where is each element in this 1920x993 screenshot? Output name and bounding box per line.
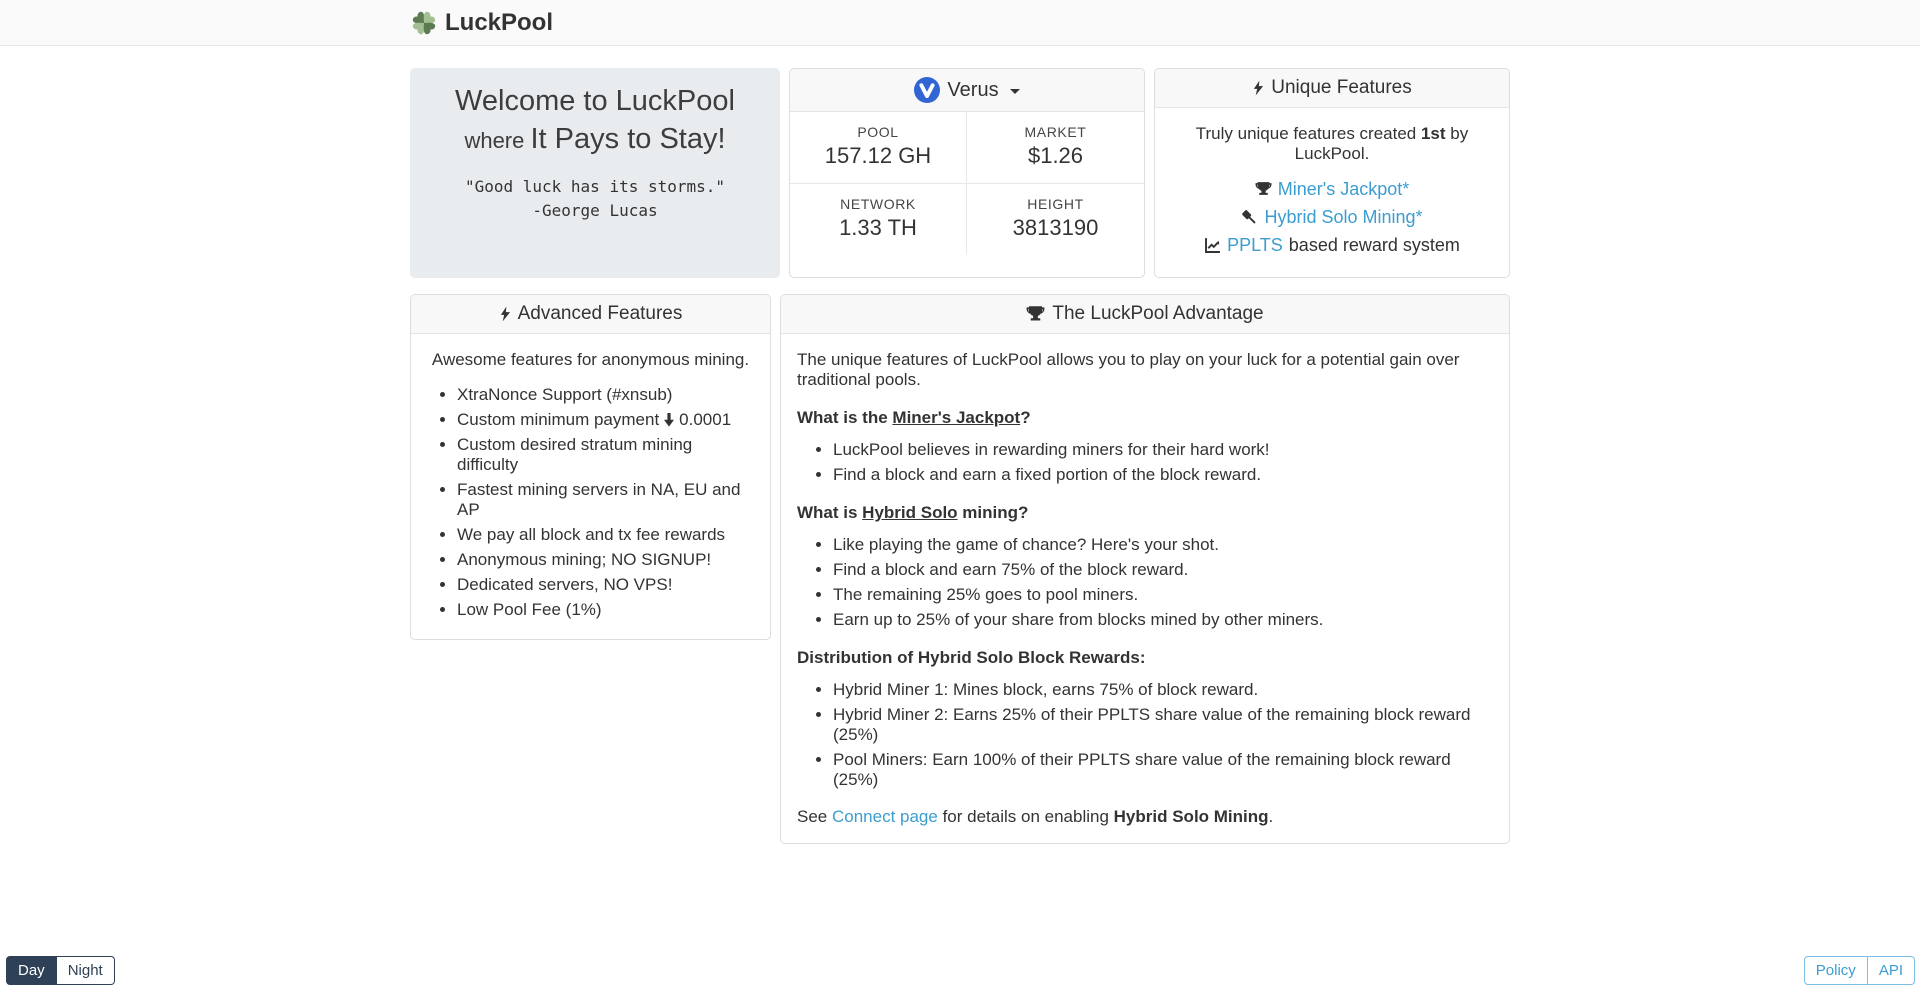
distribution-list [797,680,1493,790]
bolt-icon [499,306,511,322]
list-item: • Hybrid Miner 2: Earns 25% of their PPLTS share value of the remaining block reward (25%) [833,705,1493,745]
hybrid-solo-feature-line [1171,207,1493,228]
arrow-down-icon [663,413,675,427]
list-item: • Find a block and earn 75% of the block reward. [833,560,1493,580]
list-item: • Fastest mining servers in NA, EU and AP [457,480,754,520]
question-pre: What is [797,503,863,522]
question-post: ? [1020,408,1031,427]
question-post: mining? [957,503,1029,522]
welcome-card [410,68,780,278]
bolt-icon [1252,80,1264,96]
advanced-intro: Awesome features for anonymous mining. [431,350,750,369]
night-theme-button[interactable]: Night [57,956,115,986]
stats-grid [790,112,1144,255]
unique-intro-bold: 1st [1420,124,1446,143]
list-item: • Find a block and earn a fixed portion of the block reward. [833,465,1493,485]
list-item: • We pay all block and tx fee rewards [457,525,754,545]
connect-note-bold: Hybrid Solo Mining [1113,807,1269,826]
question-miners-jackpot [797,408,1493,428]
connect-note-mid: for details on enabling [937,807,1114,826]
advanced-feature-list [427,385,754,620]
stat-value: 1.33 TH [839,215,917,240]
advantage-header [781,295,1509,334]
list-item: • LuckPool believes in rewarding miners for their hard work! [833,440,1493,460]
gavel-icon [1241,209,1258,226]
question-underlined: Miner's Jackpot [892,408,1021,427]
brand-text: LuckPool [445,8,554,36]
trophy-icon [1026,305,1045,324]
pplts-suffix: based reward system [1288,235,1460,255]
pplts-feature-line [1171,235,1493,256]
connect-page-link[interactable]: Connect page [831,807,938,826]
advantage-intro: The unique features of LuckPool allows you to play on your luck for a potential gain over traditional pools. [797,350,1460,389]
welcome-title-line2 [418,121,772,159]
unique-intro-post: by LuckPool. [1294,124,1469,163]
connect-note-pre: See [797,807,832,826]
day-theme-button[interactable]: Day [6,956,57,986]
stat-pool [790,112,967,184]
chart-line-icon [1204,237,1221,254]
advanced-features-header [411,295,770,334]
coin-stats-card [789,68,1145,278]
jackpot-feature-line [1171,179,1493,200]
question-pre: What is the [797,408,893,427]
coin-selector-dropdown[interactable] [790,69,1144,112]
pplts-link[interactable]: PPLTS [1227,235,1283,255]
trophy-icon [1255,181,1272,198]
stat-network [790,184,967,255]
jackpot-list [797,440,1493,485]
question-distribution: Distribution of Hybrid Solo Block Rewards: [797,648,1146,667]
advanced-features-title: Advanced Features [517,303,683,324]
unique-intro-pre: Truly unique features created [1195,124,1421,143]
hybrid-solo-mining-link[interactable]: Hybrid Solo Mining* [1264,207,1423,227]
brand-link[interactable] [410,9,553,37]
payment-label: Custom minimum payment [457,410,660,429]
list-item: • Like playing the game of chance? Here's your shot. [833,535,1493,555]
hybrid-solo-list [797,535,1493,630]
stat-value: 157.12 GH [824,143,932,168]
quote-text: "Good luck has its storms." [464,177,726,197]
list-item: • Hybrid Miner 1: Mines block, earns 75% of block reward. [833,680,1493,700]
list-item: • Earn up to 25% of your share from blocks mined by other miners. [833,610,1493,630]
welcome-title-line1: Welcome to LuckPool [455,85,735,117]
footer-links [1804,956,1915,986]
advantage-card [780,294,1510,844]
caret-down-icon [1010,89,1020,94]
app-header [0,0,1920,46]
advantage-title: The LuckPool Advantage [1052,303,1264,324]
stat-label: MARKET [1024,124,1087,140]
miners-jackpot-link[interactable]: Miner's Jackpot* [1277,179,1410,199]
list-item: • XtraNonce Support (#xnsub) [457,385,754,405]
list-item: • Anonymous mining; NO SIGNUP! [457,550,754,570]
stat-label: POOL [857,124,899,140]
connect-note-post: . [1268,807,1274,826]
unique-features-card [1154,68,1510,278]
api-button[interactable]: API [1868,956,1915,986]
stat-value: 3813190 [1012,215,1099,240]
coin-name: Verus [947,78,999,101]
welcome-title [418,83,772,158]
theme-toggle [6,956,115,986]
list-item: • Low Pool Fee (1%) [457,600,754,620]
payment-value: 0.0001 [679,410,732,429]
question-underlined: Hybrid Solo [862,503,958,522]
unique-features-header [1155,69,1509,108]
quote-author: -George Lucas [532,200,658,220]
unique-intro [1171,124,1493,164]
connect-note [797,807,1493,827]
stat-label: HEIGHT [1027,196,1084,212]
policy-button[interactable]: Policy [1804,956,1868,986]
list-item-payment [457,410,754,430]
question-hybrid-solo [797,503,1493,523]
welcome-where: where [464,127,531,153]
stat-height [967,184,1144,255]
quote-block [418,175,772,221]
advanced-features-card [410,294,771,640]
list-item: • Custom desired stratum mining difficulty [457,435,754,475]
unique-features-title: Unique Features [1271,77,1412,98]
bottom-row [410,294,1510,844]
verus-icon [914,77,940,103]
list-item: • Pool Miners: Earn 100% of their PPLTS share value of the remaining block reward (25%) [833,750,1493,790]
stat-value: $1.26 [1027,143,1084,168]
top-row [410,68,1510,278]
welcome-tagline: It Pays to Stay! [530,122,726,155]
clover-icon [410,9,438,37]
list-item: • The remaining 25% goes to pool miners. [833,585,1493,605]
list-item: • Dedicated servers, NO VPS! [457,575,754,595]
stat-market [967,112,1144,184]
stat-label: NETWORK [840,196,916,212]
